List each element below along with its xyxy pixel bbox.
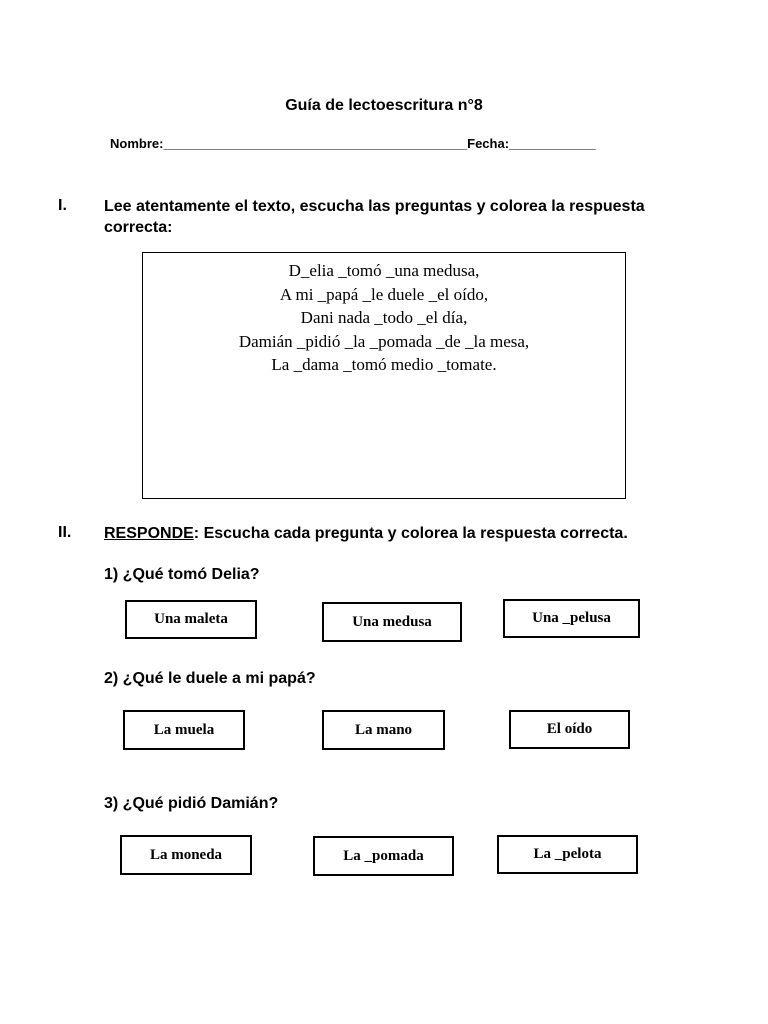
- answer-option[interactable]: La moneda: [120, 835, 252, 875]
- section-1-number: I.: [58, 197, 67, 214]
- page-title: Guía de lectoescritura n°8: [285, 97, 483, 114]
- name-date-line: [110, 136, 596, 151]
- reading-line: La _dama _tomó medio _tomate.: [271, 355, 497, 374]
- section-2-instructions: [104, 523, 628, 544]
- reading-line: D_elia _tomó _una medusa,: [288, 261, 480, 280]
- question-1: 1) ¿Qué tomó Delia?: [104, 566, 260, 583]
- section-1-instructions: Lee atentamente el texto, escucha las preguntas y colorea la respuesta correcta:: [104, 198, 645, 236]
- answer-option[interactable]: La muela: [123, 710, 245, 750]
- section-2-number: II.: [58, 524, 72, 541]
- reading-text-box: [142, 252, 626, 499]
- answer-option[interactable]: Una medusa: [322, 602, 462, 642]
- reading-line: Damián _pidió _la _pomada _de _la mesa,: [238, 331, 530, 351]
- answer-option[interactable]: Una _pelusa: [503, 599, 640, 638]
- answer-option[interactable]: Una maleta: [125, 600, 257, 639]
- reading-line: Dani nada _todo _el día,: [300, 308, 468, 327]
- question-3: 3) ¿Qué pidió Damián?: [104, 795, 279, 812]
- fecha-label: Fecha:: [467, 136, 510, 151]
- answer-option[interactable]: El oído: [509, 710, 630, 749]
- answer-option[interactable]: La mano: [322, 710, 445, 750]
- fecha-blank: ____________: [509, 136, 596, 151]
- question-2: 2) ¿Qué le duele a mi papá?: [104, 670, 316, 687]
- section-2-text: : Escucha cada pregunta y colorea la respuesta correcta.: [193, 525, 628, 542]
- answer-option[interactable]: La _pomada: [313, 836, 454, 876]
- responde-keyword: RESPONDE: [104, 525, 194, 542]
- nombre-label: Nombre:: [110, 136, 164, 151]
- answer-option[interactable]: La _pelota: [497, 835, 638, 874]
- reading-line: A mi _papá _le duele _el oído,: [279, 284, 489, 304]
- nombre-blank: __________________________________________: [163, 136, 468, 151]
